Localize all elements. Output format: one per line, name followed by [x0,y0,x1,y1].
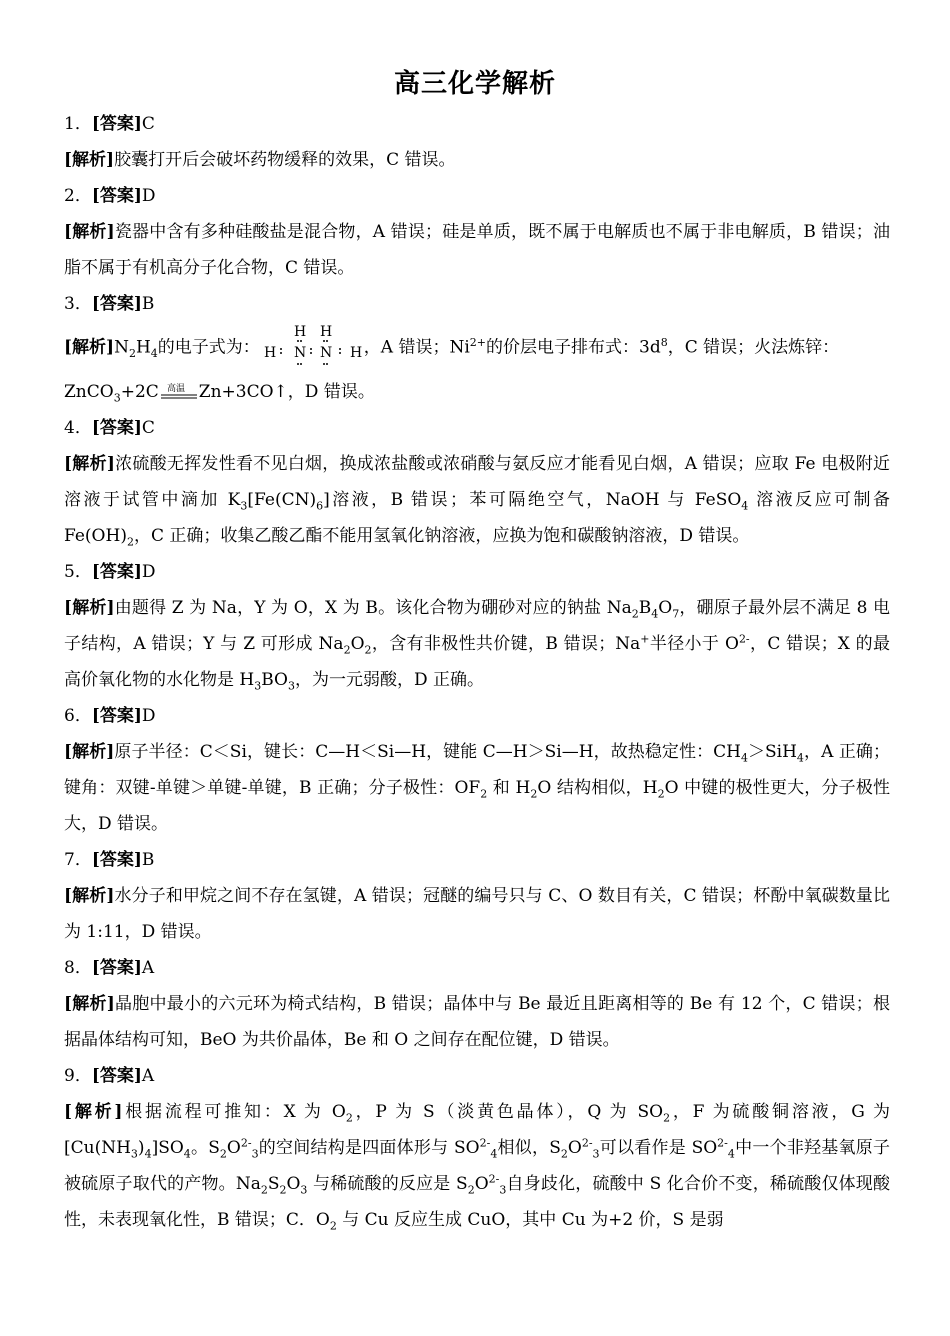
analysis-label: [解析] [64,994,115,1014]
subscript: 7 [672,607,680,621]
text-run: ，P 为 S（淡黄色晶体），Q 为 SO [352,1102,664,1122]
subscript: 4 [727,1147,735,1161]
text-run: O [226,1138,241,1158]
text-run: ]溶液，B 错误；苯可隔绝空气，NaOH 与 FeSO [323,490,742,510]
answer-label: [答案] [91,850,142,870]
analysis-text [64,142,890,178]
analysis-label: [解析] [64,886,115,906]
text-run: ZnCO [64,382,114,402]
subscript: 2 [663,1111,671,1125]
text-run: 溶液反应可制备 Fe(OH) [64,490,891,546]
answer-value: C [141,418,155,438]
text-run: O [658,598,673,618]
answer-label: [答案] [91,1066,142,1086]
subscript: 4 [183,1147,191,1161]
analysis-body: 水分子和甲烷之间不存在氢键，A 错误；冠醚的编号只与 C、O 数目有关，C 错误；杯酚中氧碳数量比为 1:11，D 错误。 [64,886,891,942]
subscript: 6 [316,499,324,513]
subscript: 4 [741,751,748,765]
text-run: 根据流程可推知：X 为 O [122,1102,346,1122]
answer-label: [答案] [91,562,142,582]
subscript: 2 [530,787,538,801]
answer-line [64,1064,890,1088]
subscript: 2 [128,346,136,360]
subscript: 2 [364,643,372,657]
answer-line [64,848,890,872]
analysis-label: [解析] [64,742,115,762]
text-run: ]SO [151,1138,184,1158]
answer-value: B [141,850,155,870]
subscript: 2 [260,1183,268,1197]
text-run: 半径小于 O [649,634,739,654]
text-run: 和 H [487,778,531,798]
lewis-n-left: N [293,345,307,361]
answer-line [64,184,890,208]
text-run: 与 Cu 反应生成 CuO，其中 Cu 为+2 价，S 是弱 [336,1210,724,1230]
superscript: 2- [717,1136,728,1150]
subscript: 2 [467,1183,475,1197]
analysis-label: [解析] [64,1102,123,1122]
superscript: 8 [660,335,668,349]
text-run: ，F 为硫酸铜溶液，G 为 [Cu(NH [64,1102,890,1158]
question-number: 6． [64,706,92,726]
answer-label: [答案] [91,294,142,314]
analysis-label: [解析] [64,150,115,170]
analysis-label: [解析] [64,598,115,618]
question-number: 2． [64,186,92,206]
subscript: 3 [240,499,248,513]
text-run: H [135,337,151,358]
answer-value: D [141,186,156,206]
text-run: N [114,337,129,358]
text-run: 浓硫酸无挥发性看不见白烟，换成浓盐酸或浓硝酸与氨反应才能看见白烟，A 错误；应取 Fe 电极附近溶液于试管中滴加 K [64,454,890,510]
text-run: 由题得 Z 为 Na，Y 为 O，X 为 B。该化合物为硼砂对应的钠盐 Na [114,598,632,618]
analysis-label: [解析] [64,222,115,242]
question-number: 7． [64,850,92,870]
answer-line [64,416,890,440]
answer-label: [答案] [91,186,142,206]
text-run: +2C [120,382,159,402]
n2h4-lewis-structure [260,322,364,374]
subscript: 3 [254,679,262,693]
superscript: + [640,632,650,646]
analysis-text [64,1094,890,1238]
lewis-h-left: H [263,345,277,361]
text-run: 与稀硫酸的反应是 S [307,1174,468,1194]
answer-label: [答案] [91,114,142,134]
analysis-label: [解析] [64,454,115,474]
subscript: 3 [300,1183,308,1197]
subscript: 2 [126,535,134,549]
analysis-text [64,322,890,410]
subscript: 3 [499,1183,507,1197]
subscript: 4 [150,346,158,360]
text-run: ，C 错误；X 的最高价氧化物的水化物是 H [64,634,891,690]
reaction-condition-label: 高温 [166,383,185,394]
subscript: 3 [287,679,295,693]
lewis-h-top-right: H [319,324,333,340]
answer-line [64,704,890,728]
analysis-label: [解析] [64,337,115,358]
subscript: 3 [592,1147,600,1161]
question-2 [64,184,890,286]
reaction-equals-sign [159,382,199,404]
answer-label: [答案] [91,958,142,978]
question-3 [64,292,890,410]
text-run: ，C 错误；火法炼锌： [667,337,840,358]
analysis-text [64,590,890,698]
answer-list [64,112,890,1244]
answer-value: B [141,294,155,314]
text-run: O [567,1138,582,1158]
lewis-n-right: N [319,345,333,361]
subscript: 3 [113,391,121,405]
superscript: 2- [738,632,750,646]
text-run: O [350,634,365,654]
question-4 [64,416,890,554]
answer-label: [答案] [91,418,142,438]
lewis-h-top-left: H [293,324,307,340]
question-9 [64,1064,890,1238]
page-title: 高三化学解析 [393,69,556,99]
text-run: 自身歧化，硫酸中 S 化合价不变，稀硫酸仅体现酸性，未表现氧化性，B 错误；C．O [64,1174,890,1230]
subscript: 2 [345,1111,353,1125]
subscript: 2 [279,1183,287,1197]
text-run: ，A 错误；Ni [363,337,470,358]
text-run: ) [137,1138,145,1158]
text-run: O [286,1174,301,1194]
text-run: ＞SiH [748,742,797,762]
text-run: O [474,1174,489,1194]
question-number: 1． [64,114,92,134]
answer-value: D [141,562,156,582]
superscript: 2- [488,1172,500,1186]
question-6 [64,704,890,842]
analysis-body: 瓷器中含有多种硅酸盐是混合物，A 错误；硅是单质，既不属于电解质也不属于非电解质，B 错误；油脂不属于有机高分子化合物，C 错误。 [64,222,890,278]
subscript: 4 [741,499,749,513]
answer-value: A [141,958,155,978]
superscript: 2- [240,1136,252,1150]
text-run: 原子半径：C＜Si，键长：C—H＜Si—H，键能 C—H＞Si—H，故热稳定性：CH [114,742,741,762]
text-run: ，硼原子最外层不满足 8 电子结构，A 错误；Y 与 Z 可形成 Na [64,598,890,654]
analysis-body: 胶囊打开后会破坏药物缓释的效果，C 错误。 [114,150,456,170]
question-5 [64,560,890,698]
text-run: S [267,1174,280,1194]
subscript: 2 [219,1147,227,1161]
question-1 [64,112,890,178]
answer-value: A [141,1066,155,1086]
question-number: 3． [64,294,92,314]
subscript: 4 [490,1147,498,1161]
text-run: ，为一元弱酸，D 正确。 [294,670,485,690]
text-run: [Fe(CN) [247,490,317,510]
text-run: 相似，S [497,1138,561,1158]
text-run: 中一个非羟基氧原子被硫原子取代的产物。Na [64,1138,890,1194]
question-8 [64,956,890,1058]
subscript: 2 [560,1147,568,1161]
subscript: 2 [631,607,639,621]
analysis-text [64,734,890,842]
answer-value: D [141,706,156,726]
superscript: 2- [479,1136,491,1150]
answer-line [64,112,890,136]
text-run: ，C 正确；收集乙酸乙酯不能用氢氧化钠溶液，应换为饱和碳酸钠溶液，D 错误。 [133,526,750,546]
analysis-text [64,878,890,950]
subscript: 2 [329,1219,337,1233]
text-run: ，A 正确；键角：双键-单键＞单键-单键，B 正确；分子极性：OF [64,742,890,798]
subscript: 4 [651,607,659,621]
analysis-text [64,214,890,286]
subscript: 2 [343,643,351,657]
subscript: 4 [144,1147,152,1161]
answer-value: C [141,114,155,134]
superscript: 2- [581,1136,593,1150]
subscript: 2 [480,787,488,801]
analysis-body: 晶胞中最小的六元环为椅式结构，B 错误；晶体中与 Be 最近且距离相等的 Be 有 12 个，C 错误；根据晶体结构可知，BeO 为共价晶体，Be 和 O 之间存在配位键，D 错误。 [64,994,891,1050]
text-run: O 中键的极性更大，分子极性大，D 错误。 [64,778,890,834]
subscript: 4 [796,751,804,765]
analysis-text [64,986,890,1058]
answer-line [64,292,890,316]
text-run: Zn+3CO↑，D 错误。 [198,382,375,402]
analysis-text [64,446,890,554]
text-run: 可以看作是 SO [599,1138,718,1158]
question-number: 4． [64,418,92,438]
text-run: 的价层电子排布式：3d [486,337,661,358]
subscript: 3 [251,1147,259,1161]
text-run: 的空间结构是四面体形与 SO [258,1138,480,1158]
text-run: B [638,598,652,618]
question-number: 5． [64,562,92,582]
answer-line [64,956,890,980]
text-run: ，含有非极性共价键，B 错误；Na [371,634,641,654]
text-run: 。S [190,1138,220,1158]
lewis-h-right: H [349,345,363,361]
question-number: 9． [64,1066,92,1086]
text-run: BO [261,670,288,690]
answer-line [64,560,890,584]
superscript: 2+ [469,335,487,349]
subscript: 3 [130,1147,138,1161]
text-run: O 结构相似，H [537,778,658,798]
subscript: 2 [657,787,665,801]
question-7 [64,848,890,950]
question-number: 8． [64,958,92,978]
answer-label: [答案] [91,706,142,726]
text-run: 的电子式为： [157,337,260,358]
